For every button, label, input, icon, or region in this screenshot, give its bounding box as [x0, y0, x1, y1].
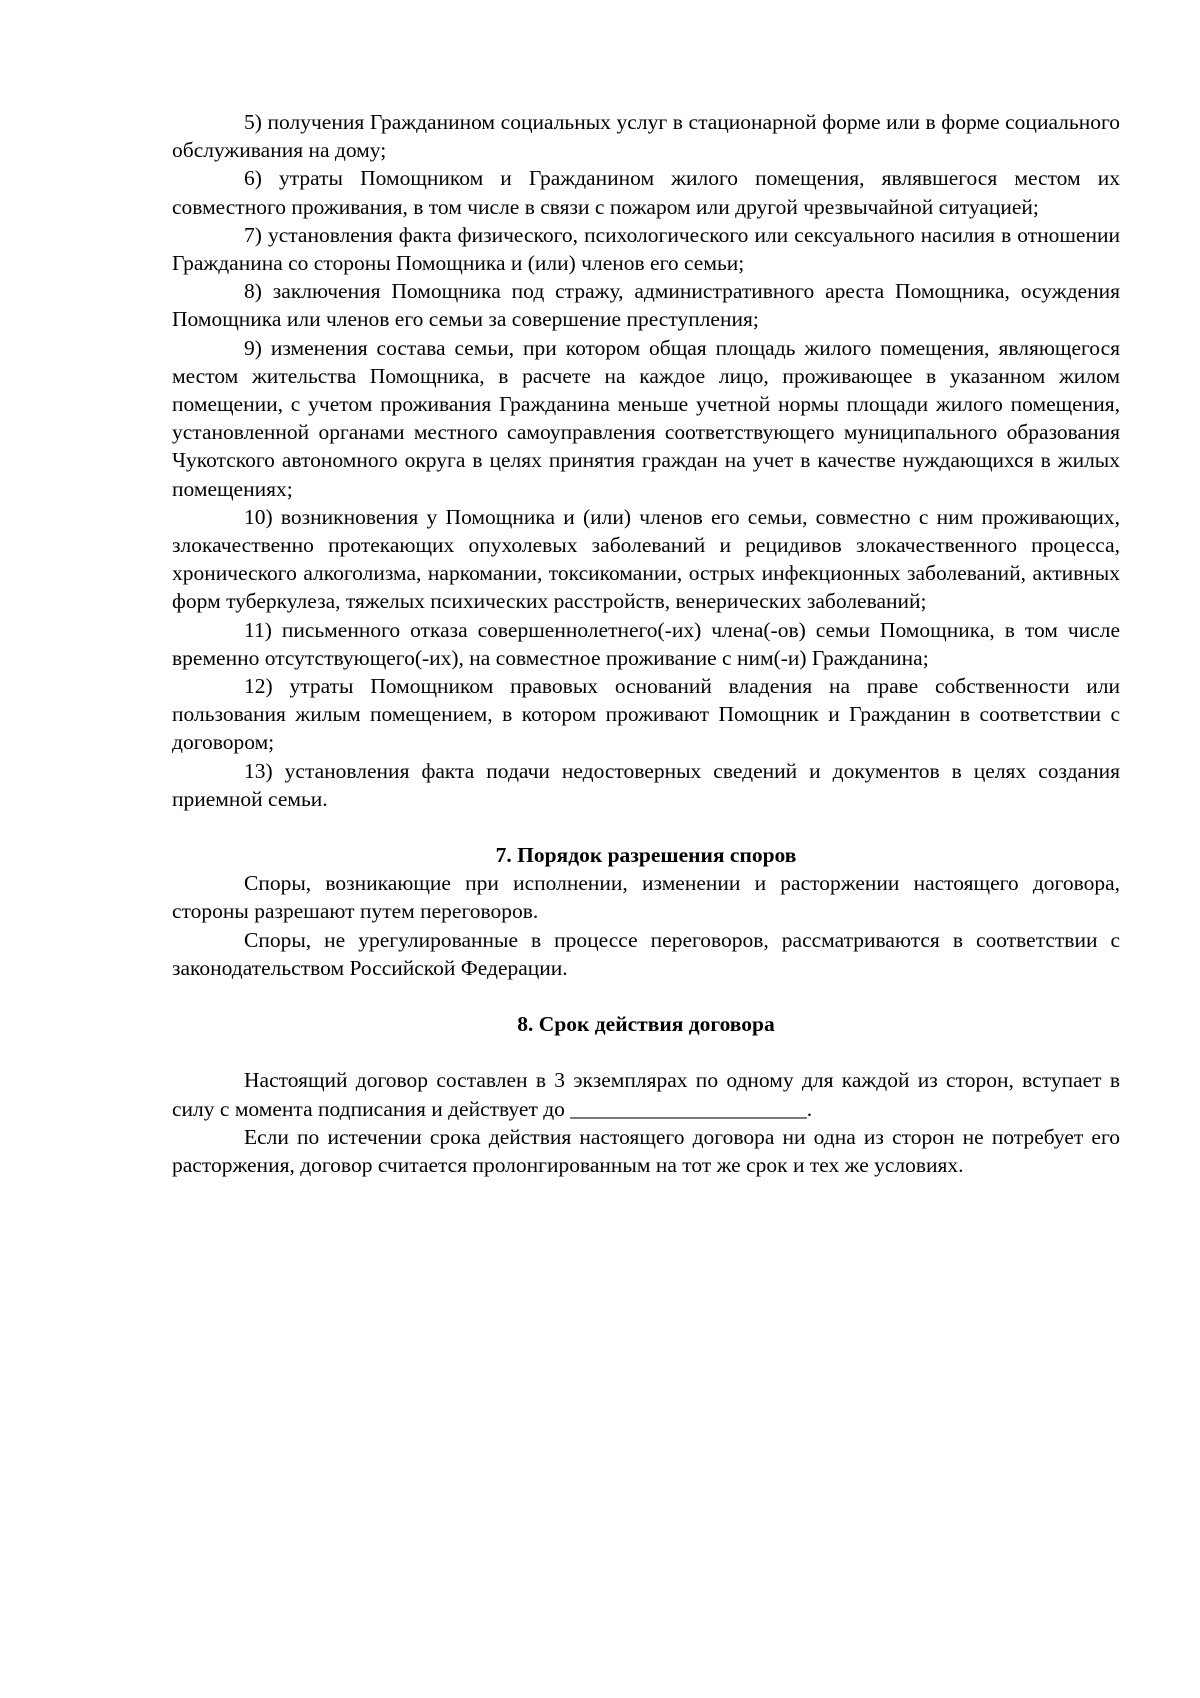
list-item-6: 6) утраты Помощником и Гражданином жилого помещения, являвшегося местом их совместного проживания, в том числе в связи с пожаром или другой чрезвычайной ситуацией; [172, 166, 1120, 219]
list-item-10: 10) возникновения у Помощника и (или) членов его семьи, совместно с ним проживающих, злокачественно протекающих опухолевых заболеваний и рецидивов злокачественного процесса, хронического алкоголизма, наркомании, токсикомании, острых инфекционных заболеваний, активных форм туберкулеза, тяжелых психических расстройств, венерических заболеваний; [172, 504, 1120, 614]
section-8-heading: 8. Срок действия договора [517, 1012, 775, 1037]
list-item-8: 8) заключения Помощника под стражу, административного ареста Помощника, осуждения Помощника или членов его семьи за совершение преступления; [172, 279, 1120, 332]
list-item-13: 13) установления факта подачи недостоверных сведений и документов в целях создания приемной семьи. [172, 758, 1120, 811]
list-item-12: 12) утраты Помощником правовых оснований владения на праве собственности или пользования жилым помещением, в котором проживают Помощник и Гражданин в соответствии с договором; [172, 674, 1120, 755]
list-item-11: 11) письменного отказа совершеннолетнего(-их) члена(-ов) семьи Помощника, в том числе временно отсутствующего(-их), на совместное проживание с ним(-и) Гражданина; [172, 617, 1120, 670]
section-spacer [172, 813, 1120, 841]
list-item-5: 5) получения Гражданином социальных услуг в стационарной форме или в форме социального обслуживания на дому; [172, 110, 1120, 163]
section-spacer [172, 982, 1120, 1010]
list-item-9: 9) изменения состава семьи, при котором общая площадь жилого помещения, являющегося местом жительства Помощника, в расчете на каждое лицо, проживающее в указанном жилом помещении, с учетом проживания Гражданина меньше учетной нормы площади жилого помещения, установленной органами местного самоуправления соответствующего муниципального образования Чукотского автономного округа в целях принятия граждан на учет в качестве нуждающихся в жилых помещениях; [172, 335, 1120, 501]
section-8-paragraph-1: Настоящий договор составлен в 3 экземплярах по одному для каждой из сторон, вступает в силу с момента подписания и действует до ______________________. [172, 1068, 1120, 1121]
list-item-7: 7) установления факта физического, психологического или сексуального насилия в отношении Гражданина со стороны Помощника и (или) членов его семьи; [172, 222, 1120, 276]
section-7-paragraph-1: Споры, возникающие при исполнении, изменении и расторжении настоящего договора, стороны разрешают путем переговоров. [172, 871, 1120, 924]
section-8-paragraph-2: Если по истечении срока действия настоящего договора ни одна из сторон не потребует его расторжения, договор считается пролонгированным на тот же срок и тех же условиях. [172, 1124, 1120, 1177]
section-7-heading: 7. Порядок разрешения споров [495, 843, 797, 868]
document-page [172, 108, 1120, 1179]
section-7-paragraph-2: Споры, не урегулированные в процессе переговоров, рассматриваются в соответствии с законодательством Российской Федерации. [172, 927, 1120, 980]
section-spacer [172, 1038, 1120, 1066]
